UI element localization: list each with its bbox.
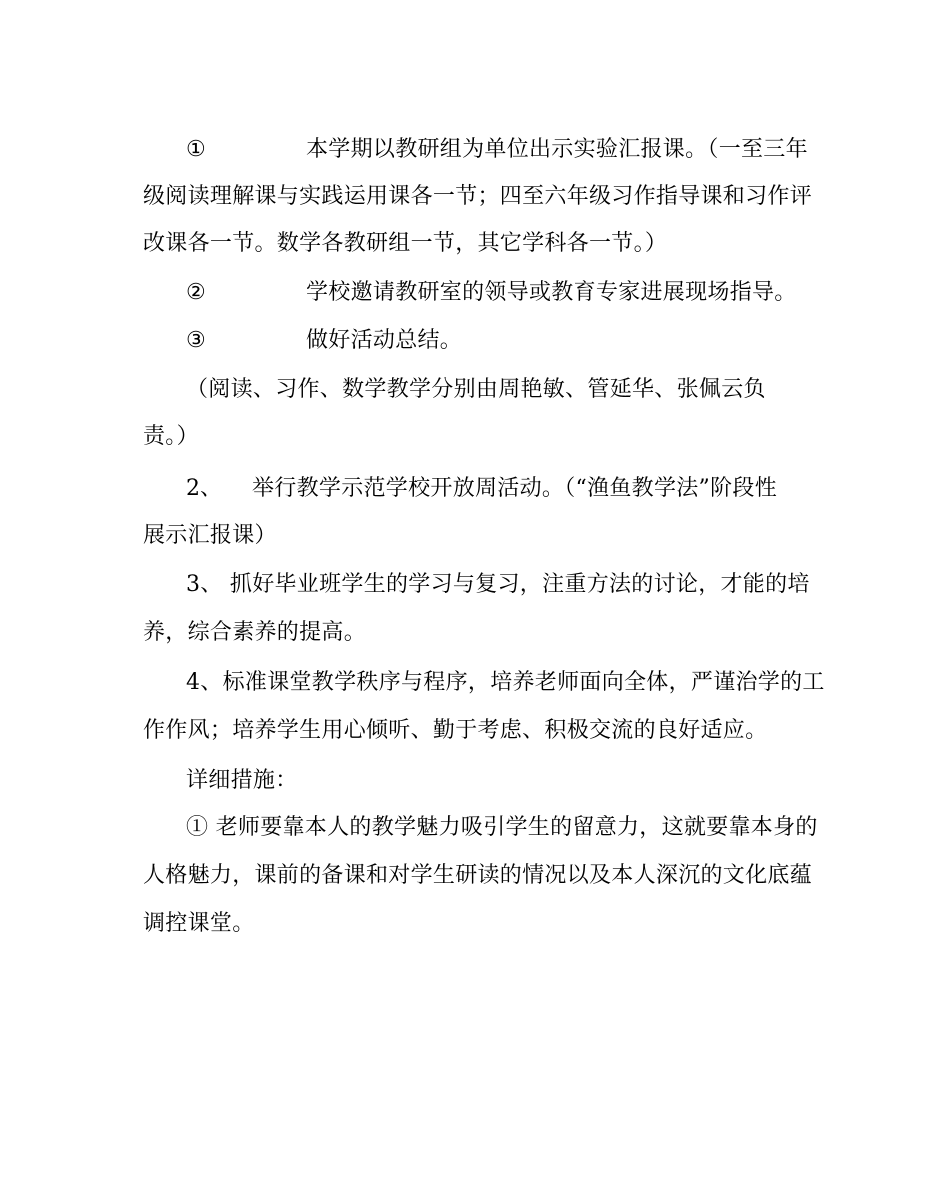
item2-text: 学校邀请教研室的领导或教育专家进展现场指导。 [306, 280, 797, 305]
point4-line1: 4、标准课堂教学秩序与程序，培养老师面向全体，严谨治学的工 [186, 670, 825, 695]
item2-marker: ② [186, 280, 206, 305]
item3-text: 做好活动总结。 [306, 328, 463, 353]
point3-line1: 3、 抓好毕业班学生的学习与复习，注重方法的讨论，才能的培 [186, 572, 810, 597]
item1-marker: ① [186, 137, 206, 162]
point2-marker: 2、 [186, 476, 222, 501]
measures-heading: 详细措施： [186, 768, 298, 793]
note-line1: （阅读、习作、数学教学分别由周艳敏、管延华、张佩云负 [186, 377, 766, 402]
point4-line2: 作作风；培养学生用心倾听、勤于考虑、积极交流的良好适应。 [143, 718, 768, 743]
item1-line1: 本学期以教研组为单位出示实验汇报课。（一至三年 [306, 137, 808, 162]
measure1-line3: 调控课堂。 [143, 911, 255, 936]
measure1-line2: 人格魅力，课前的备课和对学生研读的情况以及本人深沉的文化底蕴 [143, 863, 813, 888]
note-line2: 责。） [143, 424, 199, 449]
point2-line1: 举行教学示范学校开放周活动。（“渔鱼教学法”阶段性 [252, 476, 777, 501]
item3-marker: ③ [186, 328, 206, 353]
point3-line2: 养，综合素养的提高。 [143, 620, 367, 645]
point2-line2: 展示汇报课） [143, 523, 277, 548]
item1-line3: 改课各一节。数学各教研组一节，其它学科各一节。） [143, 231, 668, 256]
measure1-line1: ① 老师要靠本人的教学魅力吸引学生的留意力，这就要靠本身的 [186, 815, 818, 840]
item1-line2: 级阅读理解课与实践运用课各一节；四至六年级习作指导课和习作评 [143, 184, 813, 209]
